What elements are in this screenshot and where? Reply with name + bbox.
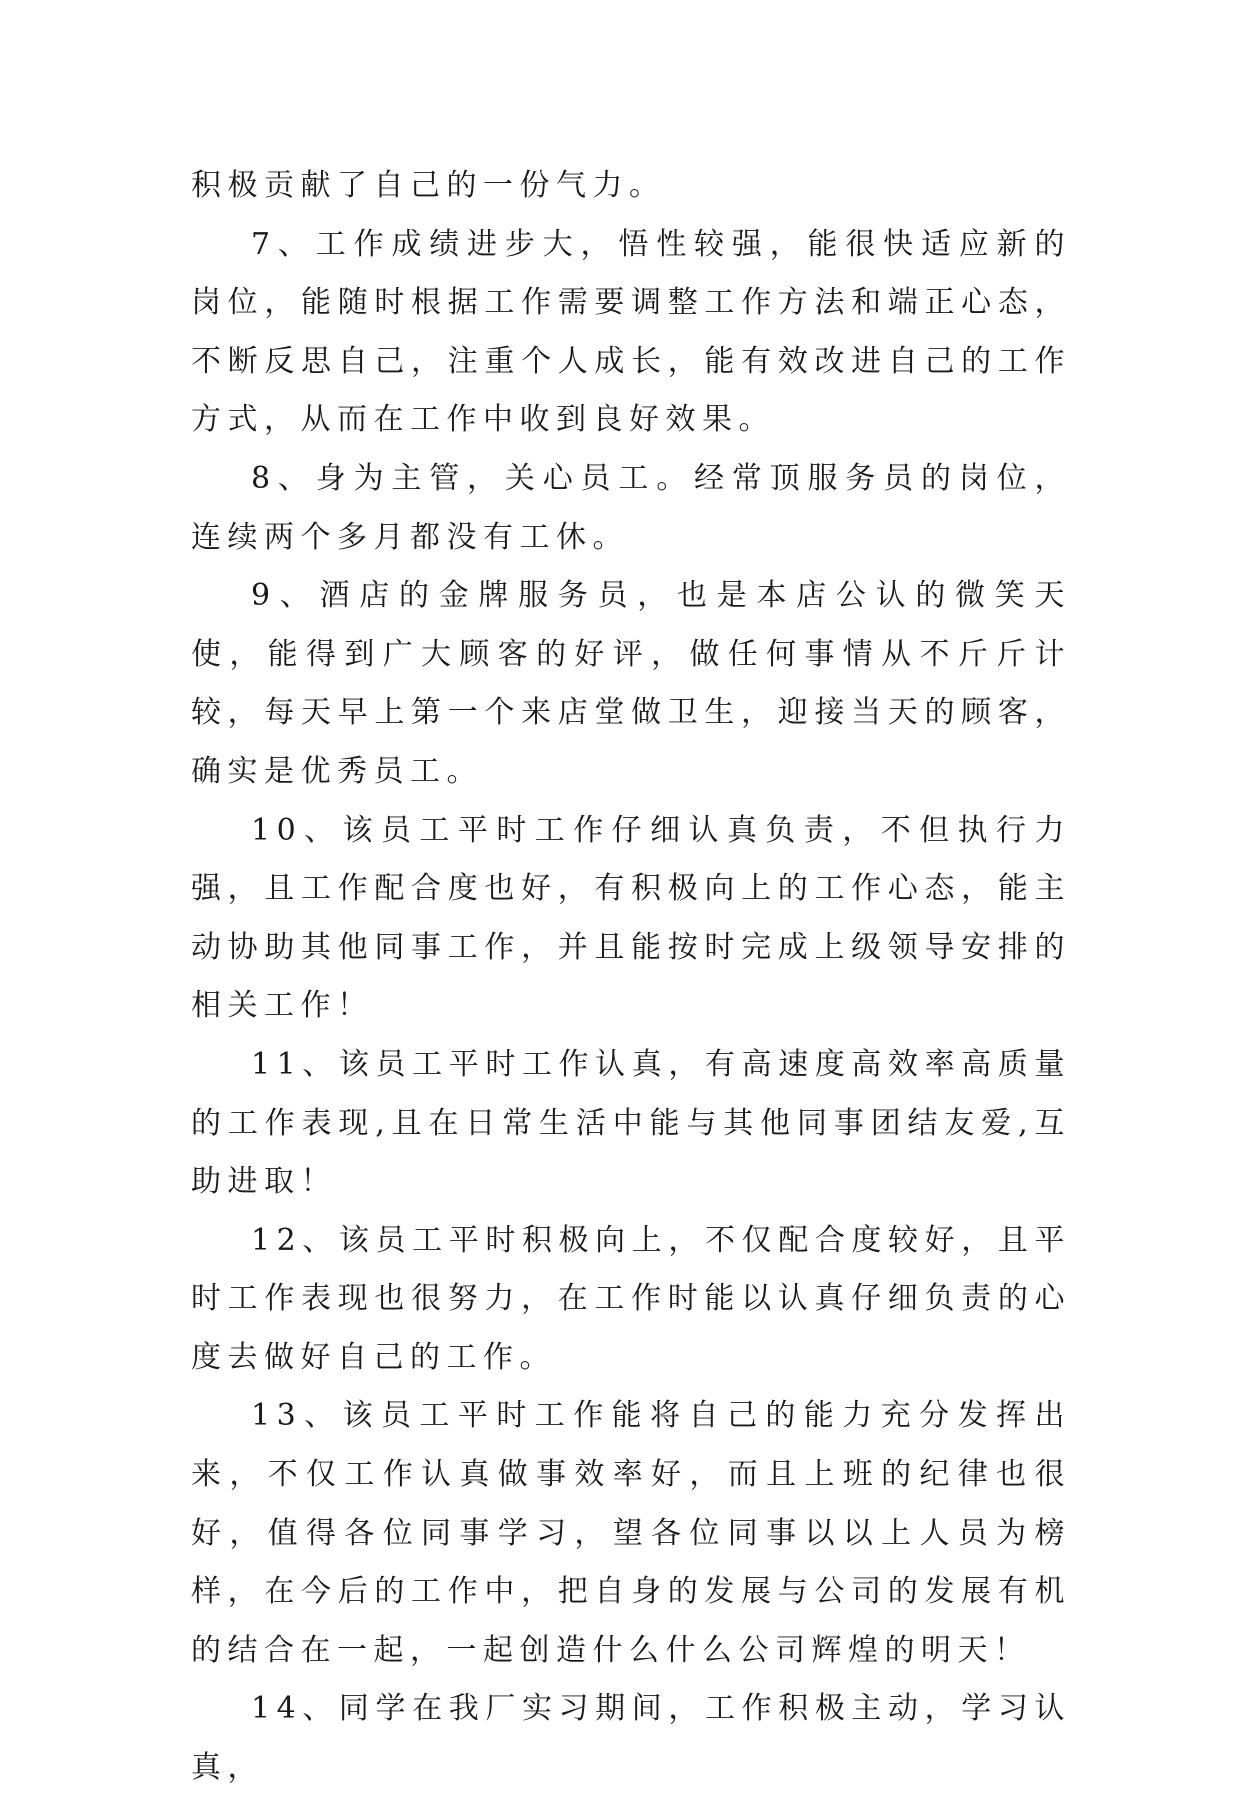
paragraph-item-8: 8、身为主管，关心员工。经常顶服务员的岗位，连续两个多月都没有工休。 [191, 460, 1071, 555]
paragraph-item-14: 14、同学在我厂实习期间，工作积极主动，学习认真， [191, 1691, 1071, 1786]
paragraph-continuation: 积极贡献了自己的一份气力。 [191, 168, 666, 203]
paragraph-item-9: 9、酒店的金牌服务员，也是本店公认的微笑天使，能得到广大顾客的好评，做任何事情从不斤斤计较，每天早上第一个来店堂做卫生，迎接当天的顾客，确实是优秀员工。 [191, 578, 1071, 789]
paragraph-item-11: 11、该员工平时工作认真，有高速度高效率高质量的工作表现,且在日常生活中能与其他同事团结友爱,互助进取！ [191, 1046, 1071, 1200]
paragraph-item-13: 13、该员工平时工作能将自己的能力充分发挥出来，不仅工作认真做事效率好，而且上班的纪律也很好，值得各位同事学习，望各位同事以以上人员为榜样，在今后的工作中，把自身的发展与公司的发展有机的结合在一起，一起创造什么什么公司辉煌的明天！ [191, 1398, 1071, 1668]
document-body [191, 157, 1071, 1798]
paragraph-item-10: 10、该员工平时工作仔细认真负责，不但执行力强，且工作配合度也好，有积极向上的工作心态，能主动协助其他同事工作，并且能按时完成上级领导安排的相关工作！ [191, 812, 1071, 1024]
paragraph-item-12: 12、该员工平时积极向上，不仅配合度较好，且平时工作表现也很努力，在工作时能以认真仔细负责的心度去做好自己的工作。 [191, 1222, 1071, 1375]
paragraph-item-7: 7、工作成绩进步大，悟性较强，能很快适应新的岗位，能随时根据工作需要调整工作方法和端正心态，不断反思自己，注重个人成长，能有效改进自己的工作方式，从而在工作中收到良好效果。 [191, 226, 1071, 438]
